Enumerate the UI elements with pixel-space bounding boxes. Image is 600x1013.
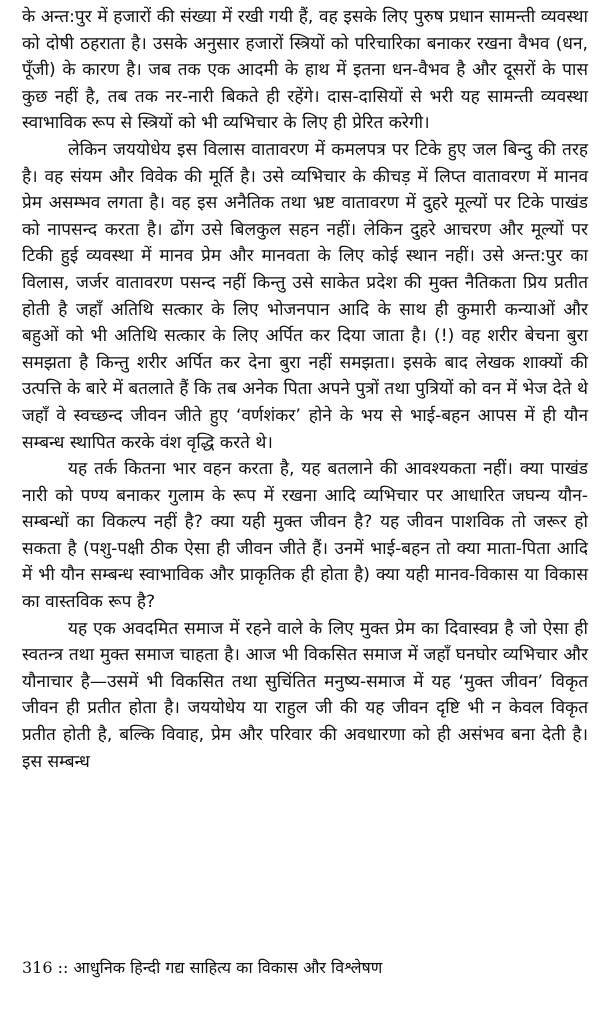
paragraph-4: यह एक अवदमित समाज में रहने वाले के लिए मुक्त प्रेम का दिवास्वप्न है जो ऐसा ही स्वतन्त्र तथा मुक्त समाज चाहता है। आज भी विकसित समाज में जहाँ घनघोर व्यभिचार और यौनाचार है—उसमें भी विकसित तथा सुचिंतित मनुष्य-समाज में यह ‘मुक्त जीवन’ विकृत जीवन ही प्रतीत होता है। जययोधेय या राहुल जी की यह जीवन दृष्टि भी न केवल विकृत प्रतीत होती है, बल्कि विवाह, प्रेम और परिवार की अवधारणा को ही असंभव बना देती है। इस सम्बन्ध [22, 618, 588, 772]
page-body [22, 4, 588, 775]
paragraph-1: के अन्त:पुर में हजारों की संख्या में रखी गयी हैं, वह इसके लिए पुरुष प्रधान सामन्ती व्यवस्था को दोषी ठहराता है। उसके अनुसार हजारों स्त्रियों को परिचारिका बनाकर रखना वैभव (धन, पूँजी) के कारण है। जब तक एक आदमी के हाथ में इतना धन-वैभव है और दूसरों के पास कुछ नहीं है, तब तक नर-नारी बिकते ही रहेंगे। दास-दासियों से भरी यह सामन्ती व्यवस्था स्वाभाविक रूप से स्त्रियों को भी व्यभिचार के लिए ही प्रेरित करेगी। [22, 7, 588, 134]
page-footer: 316 :: आधुनिक हिन्दी गद्य साहित्य का विकास और विश्लेषण [22, 958, 383, 977]
paragraph-2: लेकिन जययोधेय इस विलास वातावरण में कमलपत्र पर टिके हुए जल बिन्दु की तरह है। वह संयम और विवेक की मूर्ति है। उसे व्यभिचार के कीचड़ में लिप्त वातावरण में मानव प्रेम असम्भव लगता है। वह इस अनैतिक तथा भ्रष्ट वातावरण में दुहरे मूल्यों पर टिके पाखंड को नापसन्द करता है। ढोंग उसे बिलकुल सहन नहीं। लेकिन दुहरे आचरण और मूल्यों पर टिकी हुई व्यवस्था में मानव प्रेम और मानवता के लिए कोई स्थान नहीं। उसे अन्त:पुर का विलास, जर्जर वातावरण पसन्द नहीं किन्तु उसे साकेत प्रदेश की मुक्त नैतिकता प्रिय प्रतीत होती है जहाँ अतिथि सत्कार के लिए भोजनपान आदि के साथ ही कुमारी कन्याओं और बहुओं को भी अतिथि सत्कार के लिए अर्पित कर दिया जाता है। (!) वह शरीर बेचना बुरा समझता है किन्तु शरीर अर्पित कर देना बुरा नहीं समझता। इसके बाद लेखक शाक्यों की उत्पत्ति के बारे में बतलाते हैं कि तब अनेक पिता अपने पुत्रों तथा पुत्रियों को वन में भेज देते थे जहाँ वे स्वच्छन्द जीवन जीते हुए ‘वर्णशंकर’ होने के भय से भाई-बहन आपस में ही यौन सम्बन्ध स्थापित करके वंश वृद्धि करते थे। [22, 139, 588, 453]
paragraph-3: यह तर्क कितना भार वहन करता है, यह बतलाने की आवश्यकता नहीं। क्या पाखंड नारी को पण्य बनाकर गुलाम के रूप में रखना आदि व्यभिचार पर आधारित जघन्य यौन-सम्बन्धों का विकल्प नहीं है? क्या यही मुक्त जीवन है? यह जीवन पाशविक तो जरूर हो सकता है (पशु-पक्षी ठीक ऐसा ही जीवन जीते हैं। उनमें भाई-बहन तो क्या माता-पिता आदि में भी यौन सम्बन्ध स्वाभाविक और प्राकृतिक ही होता है) क्या यही मानव-विकास या विकास का वास्तविक रूप है? [22, 459, 588, 613]
